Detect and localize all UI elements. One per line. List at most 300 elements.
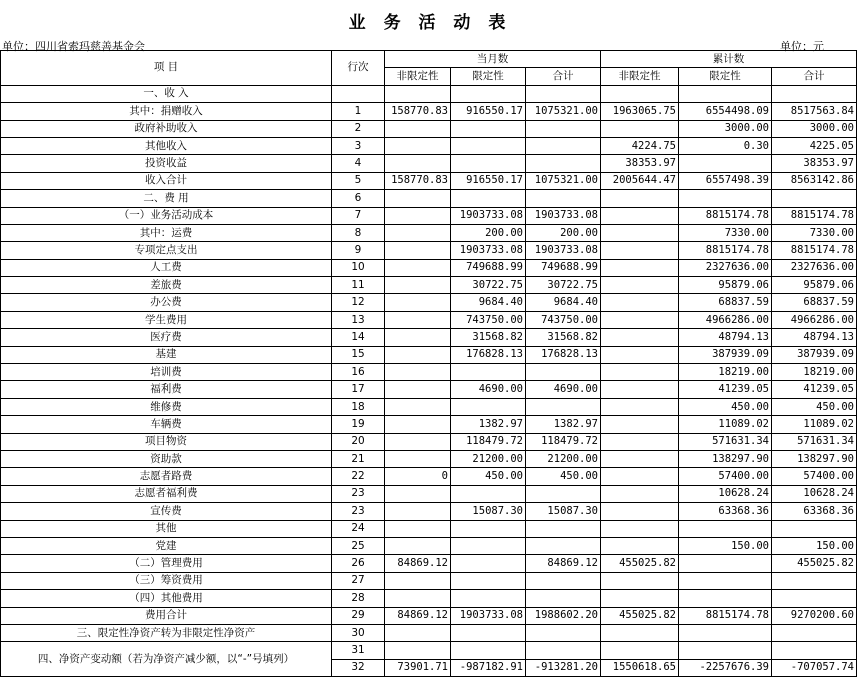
- row-line[interactable]: 3: [332, 137, 385, 154]
- row-value-m-u[interactable]: [385, 85, 451, 102]
- row-value-c-u[interactable]: 1550618.65: [601, 659, 679, 676]
- row-line[interactable]: 16: [332, 364, 385, 381]
- row-value-m-r[interactable]: [451, 120, 526, 137]
- row-value-m-t[interactable]: 118479.72: [526, 433, 601, 450]
- row-value-c-r[interactable]: 6554498.09: [679, 103, 772, 120]
- row-value-m-u[interactable]: [385, 590, 451, 607]
- row-value-m-u[interactable]: [385, 433, 451, 450]
- row-value-c-t[interactable]: 138297.90: [772, 450, 857, 467]
- business-activity-table: [0, 50, 857, 677]
- row-value-c-r[interactable]: 150.00: [679, 537, 772, 554]
- row-value-m-t[interactable]: 4690.00: [526, 381, 601, 398]
- row-value-c-t[interactable]: 10628.24: [772, 485, 857, 502]
- row-value-c-r[interactable]: 7330.00: [679, 224, 772, 241]
- row-value-m-u[interactable]: [385, 190, 451, 207]
- row-value-c-u[interactable]: [601, 381, 679, 398]
- row-value-c-u[interactable]: [601, 416, 679, 433]
- row-item[interactable]: 其中：捐赠收入: [1, 103, 332, 120]
- row-line[interactable]: 5: [332, 172, 385, 189]
- row-value-c-u[interactable]: [601, 346, 679, 363]
- row-value-c-r[interactable]: 4966286.00: [679, 311, 772, 328]
- row-item[interactable]: 收入合计: [1, 172, 332, 189]
- row-value-m-u[interactable]: 0: [385, 468, 451, 485]
- table-row: [1, 398, 857, 415]
- row-value-c-t[interactable]: 63368.36: [772, 503, 857, 520]
- row-value-c-t[interactable]: 4225.05: [772, 137, 857, 154]
- row-value-m-r[interactable]: 200.00: [451, 224, 526, 241]
- row-item[interactable]: 投资收益: [1, 155, 332, 172]
- row-value-c-t[interactable]: -707057.74: [772, 659, 857, 676]
- row-item[interactable]: 项目物资: [1, 433, 332, 450]
- row-value-c-u[interactable]: [601, 259, 679, 276]
- row-value-c-t[interactable]: 450.00: [772, 398, 857, 415]
- row-value-c-u[interactable]: [601, 503, 679, 520]
- row-value-m-u[interactable]: [385, 520, 451, 537]
- empty-cell[interactable]: [772, 642, 857, 659]
- row-value-m-u[interactable]: [385, 485, 451, 502]
- row-value-c-u[interactable]: [601, 468, 679, 485]
- row-value-m-t[interactable]: 9684.40: [526, 294, 601, 311]
- row-line[interactable]: 9: [332, 242, 385, 259]
- row-value-m-u[interactable]: [385, 155, 451, 172]
- row-value-c-r[interactable]: [679, 520, 772, 537]
- row-value-m-r[interactable]: [451, 520, 526, 537]
- row-value-m-u[interactable]: [385, 572, 451, 589]
- table-row: [1, 137, 857, 154]
- table-row: [1, 190, 857, 207]
- row-value-c-r[interactable]: 57400.00: [679, 468, 772, 485]
- row-value-m-t[interactable]: [526, 190, 601, 207]
- table-row: [1, 468, 857, 485]
- row-item[interactable]: 福利费: [1, 381, 332, 398]
- row-value-m-r[interactable]: [451, 190, 526, 207]
- row-value-c-u[interactable]: 455025.82: [601, 607, 679, 624]
- row-value-c-t[interactable]: 150.00: [772, 537, 857, 554]
- row-value-m-t[interactable]: [526, 537, 601, 554]
- row-value-m-r[interactable]: [451, 85, 526, 102]
- row-item[interactable]: 培训费: [1, 364, 332, 381]
- row-value-m-t[interactable]: [526, 590, 601, 607]
- row-value-m-u[interactable]: [385, 137, 451, 154]
- row-value-c-u[interactable]: [601, 590, 679, 607]
- row-value-c-u[interactable]: [601, 450, 679, 467]
- row-value-m-r[interactable]: 1903733.08: [451, 607, 526, 624]
- row-value-c-r[interactable]: 95879.06: [679, 277, 772, 294]
- row-value-c-r[interactable]: 2327636.00: [679, 259, 772, 276]
- row-line[interactable]: 29: [332, 607, 385, 624]
- row-value-c-t[interactable]: 68837.59: [772, 294, 857, 311]
- organization-label: 单位：四川省索玛慈善基金会: [2, 40, 145, 53]
- table-row: [1, 346, 857, 363]
- row-value-m-r[interactable]: [451, 572, 526, 589]
- row-line[interactable]: 21: [332, 450, 385, 467]
- table-row: [1, 294, 857, 311]
- header-month: 当月数: [385, 51, 601, 68]
- report-title: 业 务 活 动 表: [348, 13, 512, 33]
- row-value-c-r[interactable]: 68837.59: [679, 294, 772, 311]
- row-value-m-t[interactable]: 1382.97: [526, 416, 601, 433]
- row-line[interactable]: 18: [332, 398, 385, 415]
- empty-cell[interactable]: [601, 642, 679, 659]
- row-item[interactable]: 办公费: [1, 294, 332, 311]
- row-line[interactable]: 14: [332, 329, 385, 346]
- row-value-m-u[interactable]: [385, 381, 451, 398]
- row-value-m-r[interactable]: 4690.00: [451, 381, 526, 398]
- row-item[interactable]: （二）管理费用: [1, 555, 332, 572]
- row-value-m-t[interactable]: 30722.75: [526, 277, 601, 294]
- row-value-c-u[interactable]: [601, 190, 679, 207]
- row-value-m-r[interactable]: [451, 398, 526, 415]
- empty-cell[interactable]: [385, 642, 451, 659]
- row-value-c-t[interactable]: 3000.00: [772, 120, 857, 137]
- row-item[interactable]: 资助款: [1, 450, 332, 467]
- row-value-m-r[interactable]: 450.00: [451, 468, 526, 485]
- row-value-c-t[interactable]: 455025.82: [772, 555, 857, 572]
- row-item[interactable]: 车辆费: [1, 416, 332, 433]
- row-item[interactable]: 人工费: [1, 259, 332, 276]
- row-value-c-r[interactable]: 571631.34: [679, 433, 772, 450]
- row-item[interactable]: 专项定点支出: [1, 242, 332, 259]
- row-value-c-t[interactable]: [772, 85, 857, 102]
- row-value-m-r[interactable]: 31568.82: [451, 329, 526, 346]
- row-line[interactable]: 24: [332, 520, 385, 537]
- row-value-m-t[interactable]: 15087.30: [526, 503, 601, 520]
- row-line[interactable]: 32: [332, 659, 385, 676]
- header-cum-total: 合计: [772, 68, 857, 85]
- row-item[interactable]: 志愿者福利费: [1, 485, 332, 502]
- row-line[interactable]: 7: [332, 207, 385, 224]
- row-value-m-u[interactable]: [385, 624, 451, 641]
- row-value-c-u[interactable]: [601, 364, 679, 381]
- row-value-m-t[interactable]: [526, 485, 601, 502]
- row-value-m-r[interactable]: 916550.17: [451, 103, 526, 120]
- row-line[interactable]: 13: [332, 311, 385, 328]
- row-value-c-u[interactable]: [601, 277, 679, 294]
- row-item[interactable]: 三、限定性净资产转为非限定性净资产: [1, 624, 332, 641]
- row-value-m-r[interactable]: 118479.72: [451, 433, 526, 450]
- row-value-m-u[interactable]: 84869.12: [385, 555, 451, 572]
- row-value-c-t[interactable]: 18219.00: [772, 364, 857, 381]
- row-value-m-u[interactable]: [385, 416, 451, 433]
- row-value-c-t[interactable]: 8563142.86: [772, 172, 857, 189]
- row-value-m-t[interactable]: 450.00: [526, 468, 601, 485]
- row-item[interactable]: 一、收 入: [1, 85, 332, 102]
- row-value-c-t[interactable]: 41239.05: [772, 381, 857, 398]
- row-line[interactable]: 27: [332, 572, 385, 589]
- row-item[interactable]: 差旅费: [1, 277, 332, 294]
- row-value-m-t[interactable]: 1075321.00: [526, 172, 601, 189]
- row-value-c-u[interactable]: [601, 624, 679, 641]
- row-value-m-r[interactable]: 21200.00: [451, 450, 526, 467]
- row-value-c-r[interactable]: 450.00: [679, 398, 772, 415]
- row-value-m-t[interactable]: 1075321.00: [526, 103, 601, 120]
- row-value-c-t[interactable]: [772, 624, 857, 641]
- row-value-c-r[interactable]: 8815174.78: [679, 607, 772, 624]
- row-value-m-r[interactable]: [451, 485, 526, 502]
- row-value-c-u[interactable]: 38353.97: [601, 155, 679, 172]
- row-value-c-u[interactable]: [601, 311, 679, 328]
- empty-cell[interactable]: [679, 642, 772, 659]
- row-value-m-t[interactable]: 1903733.08: [526, 207, 601, 224]
- row-value-m-u[interactable]: 158770.83: [385, 103, 451, 120]
- row-value-m-u[interactable]: [385, 277, 451, 294]
- row-line[interactable]: 28: [332, 590, 385, 607]
- row-value-m-t[interactable]: [526, 137, 601, 154]
- row-value-c-r[interactable]: [679, 624, 772, 641]
- row-value-m-u[interactable]: [385, 329, 451, 346]
- row-item[interactable]: 其他收入: [1, 137, 332, 154]
- row-value-m-t[interactable]: [526, 85, 601, 102]
- row-line[interactable]: 1: [332, 103, 385, 120]
- row-line[interactable]: 11: [332, 277, 385, 294]
- row-line[interactable]: 31: [332, 642, 385, 659]
- row-item[interactable]: （三）筹资费用: [1, 572, 332, 589]
- row-value-m-t[interactable]: [526, 572, 601, 589]
- row-value-c-u[interactable]: 455025.82: [601, 555, 679, 572]
- row-value-m-t[interactable]: [526, 155, 601, 172]
- row-value-c-r[interactable]: [679, 572, 772, 589]
- row-value-c-t[interactable]: 2327636.00: [772, 259, 857, 276]
- row-value-m-r[interactable]: 743750.00: [451, 311, 526, 328]
- row-value-c-r[interactable]: 18219.00: [679, 364, 772, 381]
- row-value-m-t[interactable]: 743750.00: [526, 311, 601, 328]
- row-value-m-u[interactable]: [385, 398, 451, 415]
- row-value-m-t[interactable]: -913281.20: [526, 659, 601, 676]
- row-line[interactable]: 22: [332, 468, 385, 485]
- row-value-c-r[interactable]: [679, 190, 772, 207]
- row-value-m-r[interactable]: 749688.99: [451, 259, 526, 276]
- row-value-c-u[interactable]: [601, 294, 679, 311]
- row-value-m-t[interactable]: [526, 120, 601, 137]
- row-value-c-u[interactable]: [601, 433, 679, 450]
- row-value-c-r[interactable]: 11089.02: [679, 416, 772, 433]
- row-value-m-u[interactable]: [385, 503, 451, 520]
- row-value-m-r[interactable]: [451, 590, 526, 607]
- header-cum-restricted: 限定性: [679, 68, 772, 85]
- row-value-m-r[interactable]: -987182.91: [451, 659, 526, 676]
- row-value-c-t[interactable]: [772, 190, 857, 207]
- row-value-c-r[interactable]: 387939.09: [679, 346, 772, 363]
- row-value-c-r[interactable]: [679, 590, 772, 607]
- row-value-c-u[interactable]: [601, 242, 679, 259]
- row-value-m-r[interactable]: 9684.40: [451, 294, 526, 311]
- row-value-c-t[interactable]: [772, 572, 857, 589]
- table-row: [1, 242, 857, 259]
- table-row: [1, 607, 857, 624]
- row-item[interactable]: 二、费 用: [1, 190, 332, 207]
- row-value-m-r[interactable]: [451, 137, 526, 154]
- row-value-c-r[interactable]: 3000.00: [679, 120, 772, 137]
- row-value-c-u[interactable]: [601, 485, 679, 502]
- row-value-c-r[interactable]: [679, 555, 772, 572]
- row-item[interactable]: 其中：运费: [1, 224, 332, 241]
- row-value-m-r[interactable]: [451, 537, 526, 554]
- row-value-c-t[interactable]: 57400.00: [772, 468, 857, 485]
- row-value-m-u[interactable]: [385, 120, 451, 137]
- row-value-c-t[interactable]: 8815174.78: [772, 242, 857, 259]
- row-value-c-t[interactable]: 38353.97: [772, 155, 857, 172]
- row-value-c-t[interactable]: 8517563.84: [772, 103, 857, 120]
- row-value-c-t[interactable]: 95879.06: [772, 277, 857, 294]
- row-item[interactable]: （四）其他费用: [1, 590, 332, 607]
- row-item[interactable]: 四、净资产变动额（若为净资产减少额，以“-”号填列）: [1, 642, 332, 677]
- row-item[interactable]: 基建: [1, 346, 332, 363]
- row-value-c-r[interactable]: 0.30: [679, 137, 772, 154]
- row-value-m-t[interactable]: 1988602.20: [526, 607, 601, 624]
- row-item[interactable]: 党建: [1, 537, 332, 554]
- row-value-c-r[interactable]: -2257676.39: [679, 659, 772, 676]
- row-value-c-u[interactable]: [601, 572, 679, 589]
- row-value-m-r[interactable]: 1382.97: [451, 416, 526, 433]
- row-line[interactable]: 26: [332, 555, 385, 572]
- row-value-m-t[interactable]: 176828.13: [526, 346, 601, 363]
- row-value-m-r[interactable]: 30722.75: [451, 277, 526, 294]
- table-row: [1, 555, 857, 572]
- row-value-c-u[interactable]: [601, 85, 679, 102]
- row-value-c-t[interactable]: 571631.34: [772, 433, 857, 450]
- row-value-m-u[interactable]: [385, 259, 451, 276]
- row-value-m-u[interactable]: [385, 224, 451, 241]
- row-line[interactable]: 25: [332, 537, 385, 554]
- table-row: [1, 155, 857, 172]
- row-value-c-u[interactable]: [601, 120, 679, 137]
- row-value-m-u[interactable]: [385, 207, 451, 224]
- row-value-c-u[interactable]: [601, 398, 679, 415]
- row-value-m-u[interactable]: [385, 311, 451, 328]
- row-value-m-r[interactable]: [451, 555, 526, 572]
- row-value-c-r[interactable]: [679, 85, 772, 102]
- row-line[interactable]: 12: [332, 294, 385, 311]
- row-value-m-r[interactable]: 176828.13: [451, 346, 526, 363]
- table-row: [1, 590, 857, 607]
- row-value-m-r[interactable]: [451, 624, 526, 641]
- table-row: [1, 259, 857, 276]
- row-line[interactable]: 2: [332, 120, 385, 137]
- row-line[interactable]: 4: [332, 155, 385, 172]
- row-value-c-r[interactable]: [679, 155, 772, 172]
- row-value-m-t[interactable]: [526, 624, 601, 641]
- row-value-c-r[interactable]: 8815174.78: [679, 207, 772, 224]
- header-month-unrestricted: 非限定性: [385, 68, 451, 85]
- row-value-c-r[interactable]: 8815174.78: [679, 242, 772, 259]
- table-body: [1, 51, 857, 677]
- row-item[interactable]: 宣传费: [1, 503, 332, 520]
- row-value-c-r[interactable]: 41239.05: [679, 381, 772, 398]
- row-value-c-u[interactable]: 4224.75: [601, 137, 679, 154]
- row-line[interactable]: 20: [332, 433, 385, 450]
- row-item[interactable]: 学生费用: [1, 311, 332, 328]
- row-value-m-t[interactable]: [526, 520, 601, 537]
- row-line[interactable]: 17: [332, 381, 385, 398]
- table-row: [1, 537, 857, 554]
- row-value-m-t[interactable]: 749688.99: [526, 259, 601, 276]
- row-value-m-t[interactable]: 31568.82: [526, 329, 601, 346]
- row-value-c-u[interactable]: 1963065.75: [601, 103, 679, 120]
- row-value-c-u[interactable]: [601, 207, 679, 224]
- row-value-c-t[interactable]: 8815174.78: [772, 207, 857, 224]
- row-line[interactable]: [332, 85, 385, 102]
- table-row: [1, 364, 857, 381]
- row-value-m-t[interactable]: [526, 364, 601, 381]
- row-value-m-u[interactable]: [385, 537, 451, 554]
- table-row: [1, 520, 857, 537]
- row-value-m-u[interactable]: [385, 364, 451, 381]
- row-item[interactable]: 医疗费: [1, 329, 332, 346]
- row-value-m-u[interactable]: [385, 242, 451, 259]
- row-value-c-t[interactable]: 9270200.60: [772, 607, 857, 624]
- header-month-total: 合计: [526, 68, 601, 85]
- row-value-c-t[interactable]: 11089.02: [772, 416, 857, 433]
- row-value-m-u[interactable]: 158770.83: [385, 172, 451, 189]
- row-item[interactable]: 维修费: [1, 398, 332, 415]
- row-value-c-r[interactable]: 63368.36: [679, 503, 772, 520]
- row-value-c-r[interactable]: 138297.90: [679, 450, 772, 467]
- row-value-m-r[interactable]: 1903733.08: [451, 207, 526, 224]
- row-value-m-r[interactable]: 15087.30: [451, 503, 526, 520]
- row-item[interactable]: 费用合计: [1, 607, 332, 624]
- row-value-c-u[interactable]: [601, 224, 679, 241]
- row-value-m-t[interactable]: 1903733.08: [526, 242, 601, 259]
- empty-cell[interactable]: [451, 642, 526, 659]
- row-value-m-t[interactable]: 200.00: [526, 224, 601, 241]
- table-row: [1, 433, 857, 450]
- row-value-m-t[interactable]: 21200.00: [526, 450, 601, 467]
- row-value-c-u[interactable]: [601, 520, 679, 537]
- row-value-m-r[interactable]: [451, 364, 526, 381]
- row-value-c-r[interactable]: 48794.13: [679, 329, 772, 346]
- row-item[interactable]: 政府补助收入: [1, 120, 332, 137]
- row-value-c-t[interactable]: 48794.13: [772, 329, 857, 346]
- row-value-c-r[interactable]: 10628.24: [679, 485, 772, 502]
- row-value-c-u[interactable]: 2005644.47: [601, 172, 679, 189]
- table-row: [1, 624, 857, 641]
- row-value-m-u[interactable]: 84869.12: [385, 607, 451, 624]
- row-line[interactable]: 23: [332, 485, 385, 502]
- row-value-c-u[interactable]: [601, 537, 679, 554]
- row-value-c-u[interactable]: [601, 329, 679, 346]
- table-row: [1, 329, 857, 346]
- row-value-c-t[interactable]: 387939.09: [772, 346, 857, 363]
- row-item[interactable]: 志愿者路费: [1, 468, 332, 485]
- row-item[interactable]: （一）业务活动成本: [1, 207, 332, 224]
- row-value-m-u[interactable]: [385, 450, 451, 467]
- row-line[interactable]: 23: [332, 503, 385, 520]
- row-line[interactable]: 6: [332, 190, 385, 207]
- row-value-m-u[interactable]: [385, 346, 451, 363]
- row-line[interactable]: 30: [332, 624, 385, 641]
- table-row: [1, 311, 857, 328]
- row-value-m-t[interactable]: [526, 398, 601, 415]
- row-value-m-t[interactable]: 84869.12: [526, 555, 601, 572]
- row-value-m-r[interactable]: [451, 155, 526, 172]
- row-value-c-t[interactable]: [772, 520, 857, 537]
- row-line[interactable]: 8: [332, 224, 385, 241]
- row-value-m-r[interactable]: 1903733.08: [451, 242, 526, 259]
- row-value-c-r[interactable]: 6557498.39: [679, 172, 772, 189]
- row-value-m-u[interactable]: 73901.71: [385, 659, 451, 676]
- row-value-c-t[interactable]: [772, 590, 857, 607]
- row-value-m-r[interactable]: 916550.17: [451, 172, 526, 189]
- row-value-c-t[interactable]: 4966286.00: [772, 311, 857, 328]
- row-value-c-t[interactable]: 7330.00: [772, 224, 857, 241]
- row-line[interactable]: 19: [332, 416, 385, 433]
- row-value-m-u[interactable]: [385, 294, 451, 311]
- table-row: [1, 172, 857, 189]
- row-line[interactable]: 10: [332, 259, 385, 276]
- row-line[interactable]: 15: [332, 346, 385, 363]
- empty-cell[interactable]: [526, 642, 601, 659]
- row-item[interactable]: 其他: [1, 520, 332, 537]
